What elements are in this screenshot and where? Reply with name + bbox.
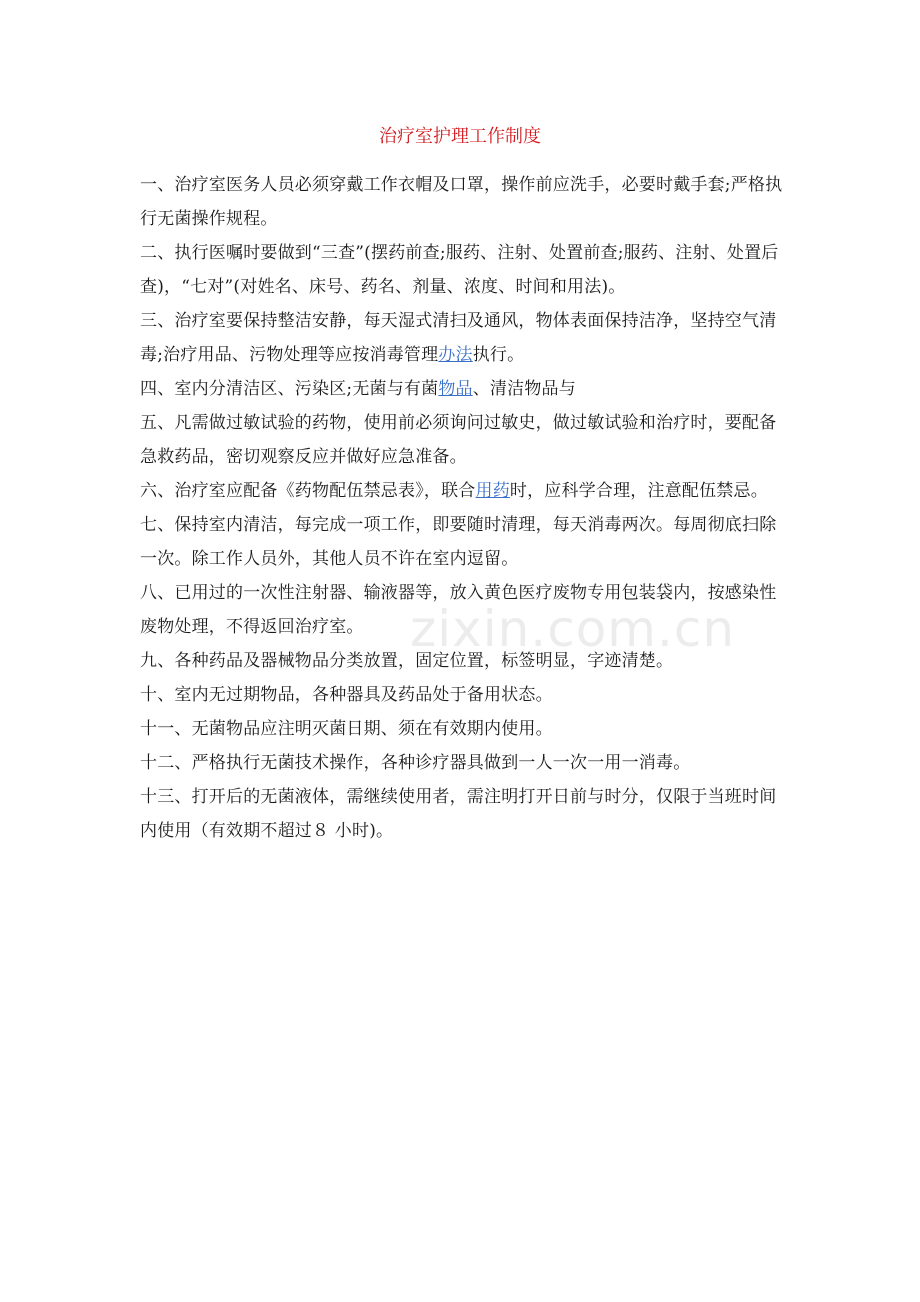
paragraph-10: 十、室内无过期物品，各种器具及药品处于备用状态。	[140, 685, 553, 705]
paragraph-8: 八、已用过的一次性注射器、输液器等，放入黄色医疗废物专用包装袋内，按感染性废物处理，不得返回治疗室。	[140, 583, 777, 637]
paragraph-1: 一、治疗室医务人员必须穿戴工作衣帽及口罩，操作前应洗手，必要时戴手套;严格执行无菌操作规程。	[140, 175, 783, 229]
paragraph-3	[140, 304, 790, 372]
paragraph-6-text-before: 六、治疗室应配备《药物配伍禁忌表》，联合	[140, 481, 476, 501]
link-yongyao[interactable]: 用药	[475, 481, 510, 501]
paragraph-4-text-before: 四、室内分清洁区、污染区;无菌与有菌	[140, 379, 439, 399]
paragraph-3-text-before: 三、治疗室要保持整洁安静，每天湿式清扫及通风，物体表面保持洁净，坚持空气清毒;治疗用品、污物处理等应按消毒管理	[140, 311, 777, 365]
paragraph-7: 七、保持室内清洁，每完成一项工作，即要随时清理，每天消毒两次。每周彻底扫除一次。除工作人员外，其他人员不许在室内逗留。	[140, 515, 777, 569]
paragraph-6	[140, 474, 790, 508]
paragraph-6-text-after: 时，应科学合理，注意配伍禁忌。	[509, 481, 768, 501]
paragraph-4	[140, 372, 790, 406]
watermark-text: zixin.com.cn	[410, 600, 736, 658]
paragraph-3-text-after: 执行。	[472, 345, 525, 365]
paragraph-12: 十二、严格执行无菌技术操作，各种诊疗器具做到一人一次一用一消毒。	[140, 753, 691, 773]
paragraph-9: 九、各种药品及器械物品分类放置，固定位置，标签明显，字迹清楚。	[140, 651, 674, 671]
paragraph-2: 二、执行医嘱时要做到“三查”(摆药前查;服药、注射、处置前查;服药、注射、处置后查)，“七对”(对姓名、床号、药名、剂量、浓度、时间和用法)。	[140, 243, 779, 297]
paragraph-13: 十三、打开后的无菌液体，需继续使用者，需注明打开日前与时分，仅限于当班时间内使用（有效期不超过８ 小时)。	[140, 787, 777, 841]
document-body	[140, 168, 790, 848]
paragraph-5: 五、凡需做过敏试验的药物，使用前必须询问过敏史，做过敏试验和治疗时，要配备急救药品，密切观察反应并做好应急准备。	[140, 413, 777, 467]
paragraph-11: 十一、无菌物品应注明灭菌日期、须在有效期内使用。	[140, 719, 553, 739]
link-banfa[interactable]: 办法	[438, 345, 473, 365]
paragraph-4-text-after: 、清洁物品与	[472, 379, 576, 399]
document-title: 治疗室护理工作制度	[379, 126, 541, 147]
link-wupin[interactable]: 物品	[438, 379, 473, 399]
